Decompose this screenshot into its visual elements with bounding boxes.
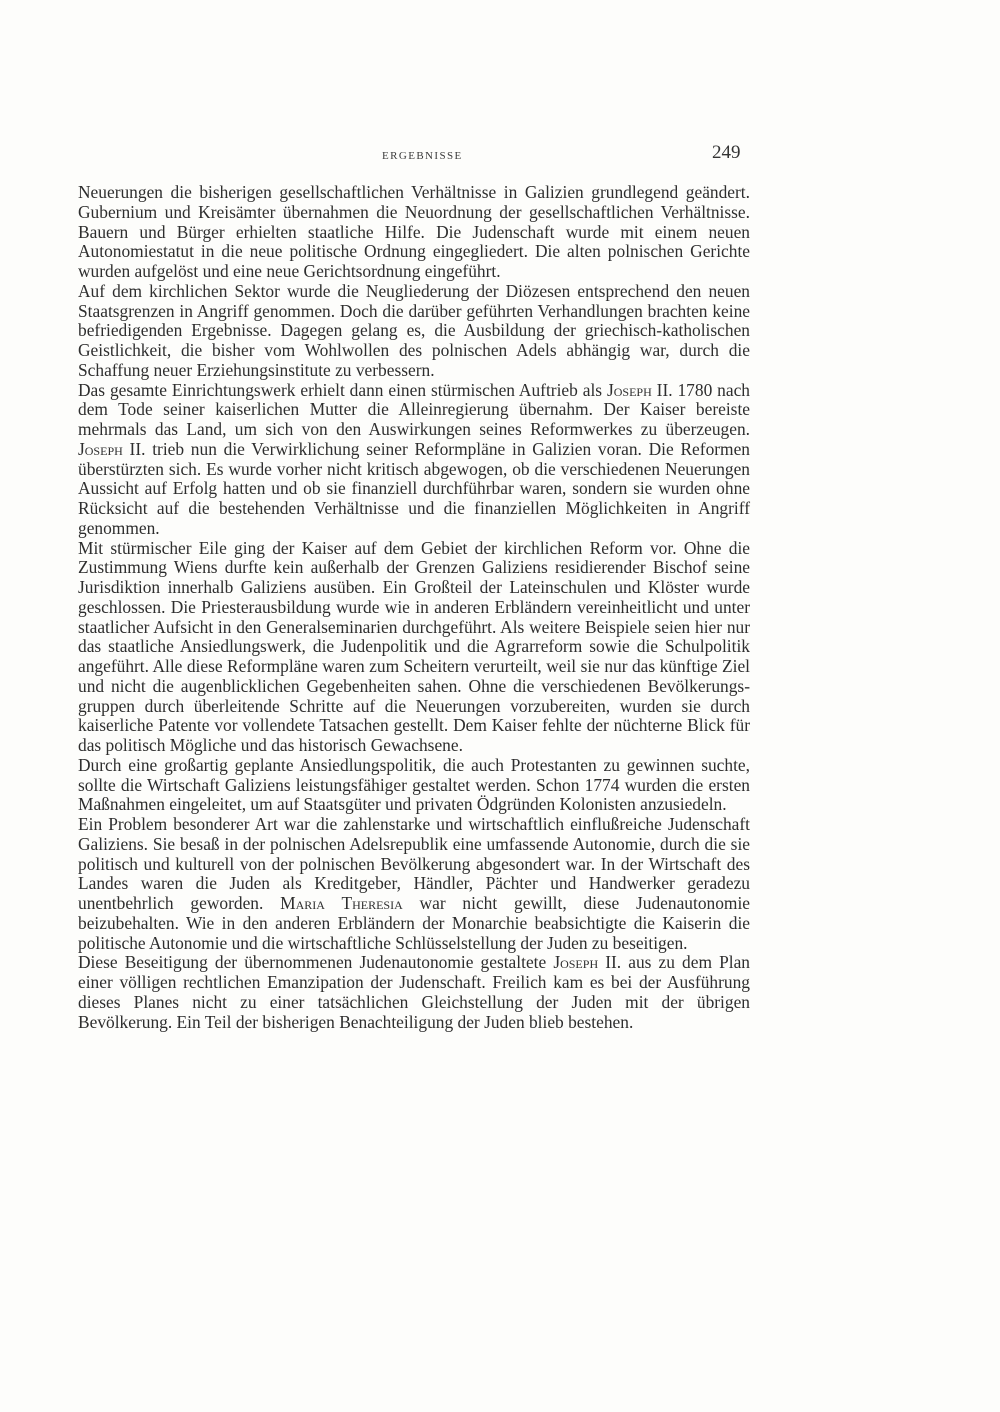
paragraph — [78, 381, 750, 539]
running-head: ERGEBNISSE — [382, 150, 463, 162]
paragraph-text: war nicht gewillt, diese Judenautonomie beizubehalten. Wie in den anderen Erbländern der Monarchie beabsichtigte die Kaiserin die politische Autonomie und die wirtschaftliche Schlüsselstellung der Juden zu beseitigen. — [78, 893, 750, 953]
person-name: Joseph — [606, 379, 652, 400]
person-name: Joseph — [553, 952, 599, 973]
paragraph-text: II. 1780 nach dem Tode seiner kaiserlichen Mutter die Alleinregierung übernahm. Der Kaiser bereiste mehrmals das Land, um sich von den Auswirkungen seines Reformwerkes zu überzeugen. — [78, 379, 750, 439]
paragraph — [78, 282, 750, 381]
paragraph — [78, 815, 750, 953]
paragraph-text: Ein Problem besonderer Art war die zahlenstarke und wirtschaftlich einflußreiche Judenschaft Galiziens. Sie besaß in der polnischen Adelsrepublik eine umfassende Autonomie, durch die sie politisch und kulturell von der polnischen Bevölkerung abgesondert war. In der Wirtschaft des Landes waren die Juden als Kreditgeber, Händler, Pächter und Handwerker geradezu unentbehrlich geworden. — [78, 814, 750, 913]
paragraph — [78, 183, 750, 282]
paragraph-text: Mit stürmischer Eile ging der Kaiser auf dem Gebiet der kirchlichen Reform vor. Ohne die Zustimmung Wiens durfte kein außerhalb der Grenzen Galiziens residierender Bischof seine Jurisdiktion innerhalb Galiziens ausüben. Ein Großteil der Lateinschulen und Klöster wurde geschlossen. Die Priesterausbildung wurde wie in anderen Erbländern vereinheitlicht und unter staatlicher Aufsicht in den Generalseminarien durchgeführt. Als weitere Beispiele seien hier nur das staatliche Ansiedlungswerk, die Judenpolitik und die Agrarreform sowie die Schulpolitik angeführt. Alle diese Reformpläne waren zum Scheitern verurteilt, weil sie nur das künftige Ziel und nicht die augenblicklichen Gegebenheiten sahen. Ohne die verschiedenen Bevölkerungsgruppen durch überleitende Schritte auf die Neuerungen vorzubereiten, wurden sie durch kaiserliche Patente vor vollendete Tatsachen gestellt. Dem Kaiser fehlte der nüchterne Blick für das politisch Mögliche und das historisch Gewachsene. — [78, 537, 750, 755]
person-name: Maria Theresia — [280, 893, 403, 913]
page-number: 249 — [712, 142, 741, 163]
paragraph-text: Durch eine großartig geplante Ansiedlungspolitik, die auch Protestanten zu gewinnen suchte, sollte die Wirtschaft Galiziens leistungsfähiger gestaltet werden. Schon 1774 wurden die ersten Maßnahmen eingeleitet, um auf Staatsgüter und privaten Ödgründen Kolonisten anzusiedeln. — [78, 754, 750, 815]
paragraph-text: II. aus zu dem Plan einer völligen rechtlichen Emanzipation der Judenschaft. Freilich kam es bei der Ausführung dieses Planes nicht zu einer tatsächlichen Gleichstellung der Juden mit der übrigen Bevölkerung. Ein Teil der bisherigen Benachteiligung der Juden blieb bestehen. — [78, 952, 751, 1032]
paragraph-text: Das gesamte Einrichtungswerk erhielt dann einen stürmischen Auftrieb als — [78, 379, 607, 400]
paragraph-text: Diese Beseitigung der übernommenen Judenautonomie gestaltete — [78, 952, 554, 973]
paragraph — [78, 756, 750, 815]
paragraph-text: Neuerungen die bisherigen gesellschaftlichen Verhältnisse in Galizien grundlegend geändert. Gubernium und Kreisämter übernahmen die Neuordnung der gesellschaftlichen Verhältnisse. Bauern und Bürger erhielten staatliche Hilfe. Die Judenschaft wurde mit einem neuen Autonomiestatut in die neue politische Ordnung eingegliedert. Die alten polnischen Gerichte wurden aufgelöst und eine neue Gerichtsordnung eingeführt. — [78, 182, 750, 281]
paragraph — [78, 953, 750, 1032]
paragraph-text: II. trieb nun die Verwirklichung seiner Reformpläne in Galizien voran. Die Reformen überstürzten sich. Es wurde vorher nicht kritisch abgewogen, ob die verschiedenen Neuerungen Aussicht auf Erfolg hatten und ob sie finanziell durchführbar waren, sondern sie wurden ohne Rücksicht auf die bestehenden Verhältnisse und die finanziellen Möglichkeiten in Angriff genommen. — [78, 438, 750, 538]
body-text — [78, 183, 750, 1032]
paragraph-text: Auf dem kirchlichen Sektor wurde die Neugliederung der Diözesen entsprechend den neuen Staatsgrenzen in Angriff genommen. Doch die darüber geführten Verhandlungen brachten keine befriedigenden Ergebnisse. Dagegen gelang es, die Ausbildung der griechisch-katholischen Geistlichkeit, die bisher vom Wohlwollen des polnischen Adels abhängig war, durch die Schaffung neuer Erziehungsinstitute zu verbessern. — [78, 280, 750, 380]
paragraph — [78, 539, 750, 756]
person-name: Joseph — [78, 438, 123, 459]
